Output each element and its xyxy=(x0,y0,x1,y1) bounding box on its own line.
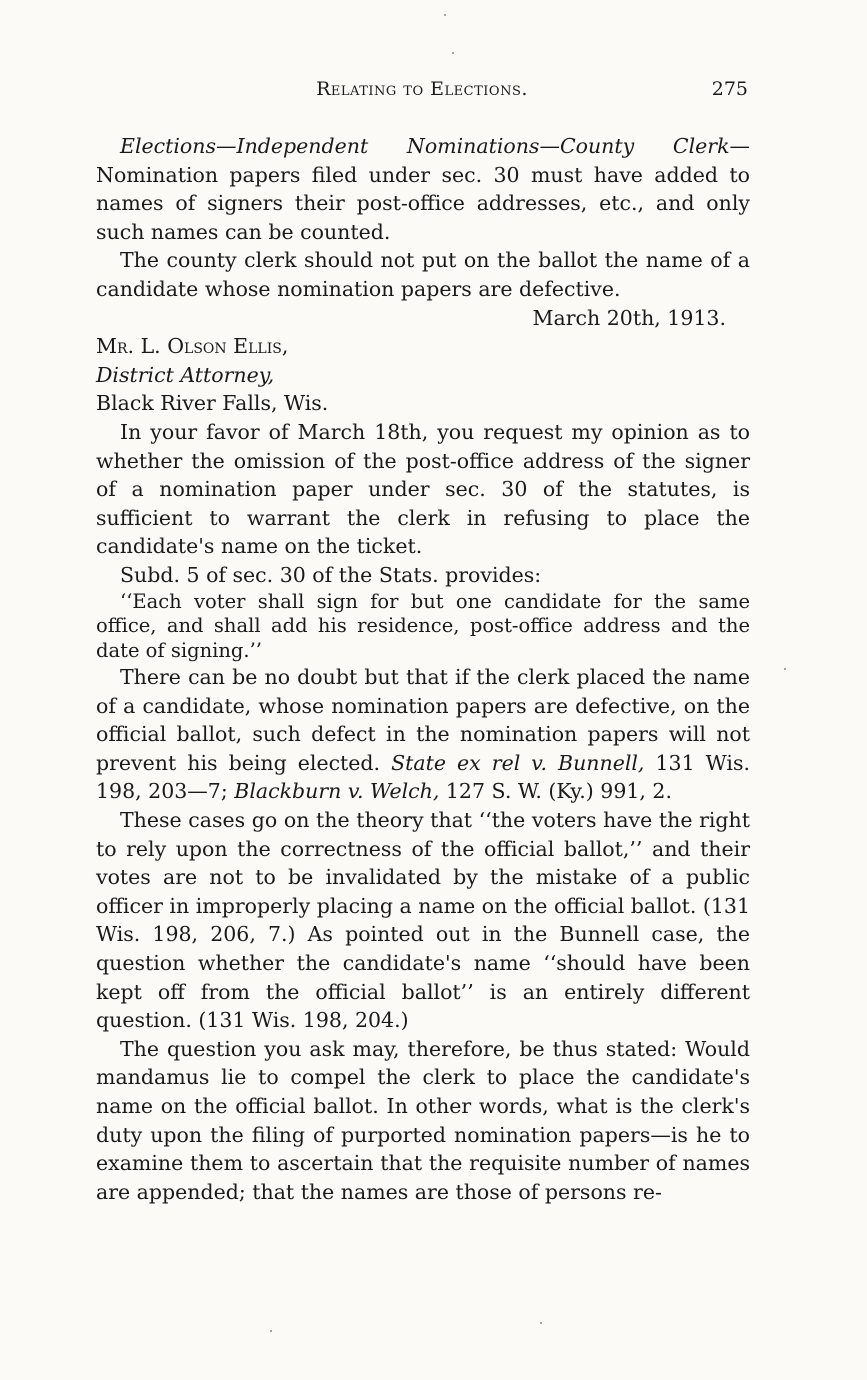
paragraph-4: These cases go on the theory that ‘‘the voters have the right to rely upon the correctness of the official ballot,’’ and their votes are not to be invalidated by the mistake of a public officer in improperly placing a name on the official ballot. (131 Wis. 198, 206, 7.) As pointed out in the Bunnell case, the question whether the candidate's name ‘‘should have been kept off from the official ballot’’ is an entirely different question. (131 Wis. 198, 204.) xyxy=(96,807,750,1033)
addressee-location: Black River Falls, Wis. xyxy=(96,391,329,416)
p3-text-a: There can be no doubt but that if the clerk placed the name of a candidate, whose nomination papers are defective, on the official ballot, such defect in the nomination papers will not prevent his being elected. xyxy=(96,665,750,775)
running-head: Relating to Elections. xyxy=(316,78,528,100)
addressee-title: District Attorney, xyxy=(96,362,275,387)
scan-speck xyxy=(540,1322,542,1324)
page-header xyxy=(96,78,748,108)
letter-date: March 20th, 1913. xyxy=(532,305,726,330)
paragraph-2: Subd. 5 of sec. 30 of the Stats. provides: xyxy=(120,562,542,587)
scan-speck xyxy=(784,668,786,670)
scan-speck xyxy=(444,14,446,16)
paragraph-1: In your favor of March 18th, you request my opinion as to whether the omission of the post-office address of the signer of a nomination paper under sec. 30 of the statutes, is sufficient to warrant the clerk in refusing to place the candidate's name on the ticket. xyxy=(96,419,750,559)
headnote-topic: Elections—Independent Nominations—County Clerk xyxy=(120,134,730,158)
headnote xyxy=(96,132,750,246)
paragraph-5: The question you ask may, therefore, be thus stated: Would mandamus lie to compel the clerk to place the candidate's name on the official ballot. In other words, what is the clerk's duty upon the filing of purported nomination papers—is he to examine them to ascertain that the requisite number of names are appended; that the names are those of persons re- xyxy=(96,1036,750,1204)
p3-text-b: 131 Wis. 198, 203—7; xyxy=(96,750,750,804)
scan-speck xyxy=(270,1330,272,1332)
headnote-text: —Nomination papers filed under sec. 30 must have added to names of signers their post-office addresses, etc., and only such names can be counted. xyxy=(96,134,750,244)
page-number: 275 xyxy=(711,78,748,100)
page-body xyxy=(96,132,750,1206)
scan-speck xyxy=(452,52,454,54)
statute-quote: ‘‘Each voter shall sign for but one candidate for the same office, and shall add his residence, post-office address and the date of signing.’’ xyxy=(96,589,750,662)
case-citation-2: Blackburn v. Welch, xyxy=(234,779,440,804)
headnote-second: The county clerk should not put on the ballot the name of a candidate whose nomination papers are defective. xyxy=(96,248,750,301)
p3-text-c: 127 S. W. (Ky.) 991, 2. xyxy=(445,779,672,804)
case-citation-1: State ex rel v. Bunnell, xyxy=(391,750,645,775)
paragraph-3 xyxy=(96,663,750,806)
addressee: Mr. L. Olson Ellis, xyxy=(96,334,289,359)
